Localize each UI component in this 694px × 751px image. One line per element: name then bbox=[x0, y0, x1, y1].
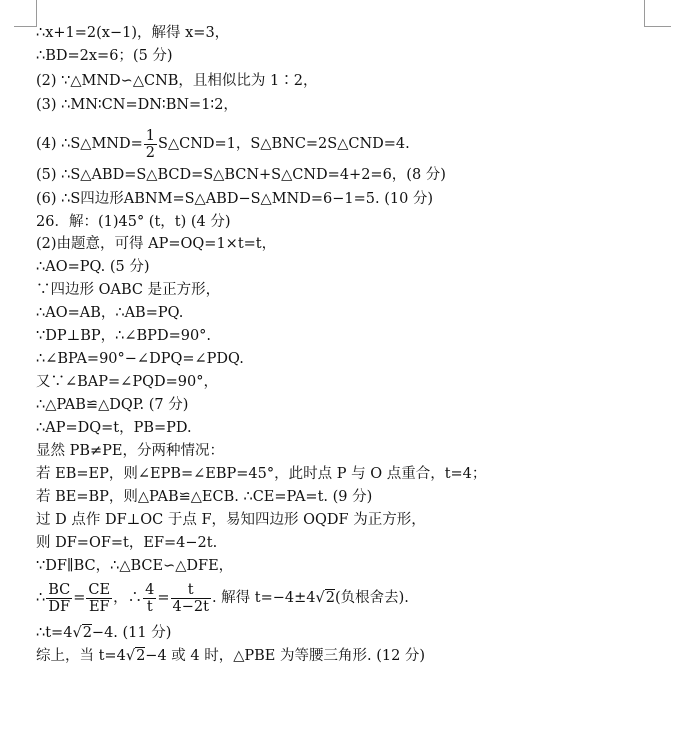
square-root bbox=[126, 645, 145, 667]
line-segment: =1，S△BNC=2S△CND=4. bbox=[214, 136, 410, 152]
radicand: 2 bbox=[136, 648, 146, 664]
solution-line: ∴BD=2x=6；(5 分) bbox=[36, 48, 173, 64]
solution-line: ∴x+1=2(x−1)，解得 x=3， bbox=[36, 25, 230, 41]
line-segment: ，∴ bbox=[113, 590, 143, 606]
radicand: 2 bbox=[325, 590, 335, 606]
solution-line bbox=[36, 645, 425, 667]
page-corner-mark-right bbox=[644, 0, 671, 27]
square-root bbox=[72, 622, 91, 644]
fraction-numerator: BC bbox=[48, 581, 71, 598]
line-segment: 综上，当 t=4 bbox=[36, 648, 126, 664]
solution-line: ∴AO=AB，∴AB=PQ. bbox=[36, 305, 184, 321]
solution-line: ∵DF∥BC，∴△BCE∽△DFE， bbox=[36, 558, 234, 574]
solution-line: 则 DF=OF=t，EF=4−2t. bbox=[36, 535, 218, 551]
fraction-denominator: 2 bbox=[145, 144, 156, 161]
fraction-numerator: 1 bbox=[145, 127, 156, 144]
fraction-numerator: CE bbox=[88, 581, 111, 598]
solution-line: 又∵∠BAP=∠PQD=90°， bbox=[36, 374, 218, 390]
radical-sign: √ bbox=[315, 590, 325, 606]
square-root bbox=[316, 578, 335, 618]
fraction-denominator: EF bbox=[88, 598, 110, 615]
solution-line: (6) ∴S四边形ABNM=S△ABD−S△MND=6−1=5. (10 分) bbox=[36, 191, 434, 207]
line-segment: S△CND bbox=[158, 136, 215, 152]
solution-line: ∵DP⊥BP，∴∠BPD=90°. bbox=[36, 328, 212, 344]
radicand: 2 bbox=[82, 625, 92, 641]
solution-line: ∴△PAB≌△DQP. (7 分) bbox=[36, 397, 189, 413]
solution-line: 若 EB=EP，则∠EPB=∠EBP=45°，此时点 P 与 O 点重合，t=4； bbox=[36, 466, 487, 482]
fraction-ce-over-ef bbox=[86, 582, 112, 615]
radical-sign: √ bbox=[125, 648, 136, 664]
fraction-numerator: t bbox=[171, 582, 211, 599]
line-segment: ∴ bbox=[36, 590, 46, 606]
fraction-denominator: t bbox=[146, 598, 153, 615]
line-segment: (负根舍去). bbox=[334, 590, 409, 606]
line-segment: ∴t=4 bbox=[36, 625, 73, 641]
solution-line: ∴AO=PQ. (5 分) bbox=[36, 259, 150, 275]
solution-line-area-ratio bbox=[36, 126, 410, 162]
solution-line bbox=[36, 622, 171, 644]
fraction-four-over-t bbox=[143, 582, 156, 615]
solution-line: (5) ∴S△ABD=S△BCD=S△BCN+S△CND=4+2=6，(8 分) bbox=[36, 167, 446, 183]
line-segment: −4 或 4 时，△PBE 为等腰三角形. (12 分) bbox=[145, 648, 426, 664]
line-segment: . 解得 t=−4±4 bbox=[211, 590, 316, 606]
line-segment: (4) ∴S△MND= bbox=[36, 136, 143, 152]
line-segment: −4. (11 分) bbox=[91, 625, 172, 641]
fraction-denominator: DF bbox=[48, 598, 71, 615]
fraction-one-half bbox=[144, 128, 157, 161]
fraction-t-over-4-minus-2t bbox=[171, 582, 211, 615]
radical-sign: √ bbox=[72, 625, 82, 641]
fraction-bc-over-df bbox=[46, 582, 72, 615]
fraction-numerator: 4 bbox=[145, 581, 155, 598]
solution-line: (3) ∴MN∶CN=DN∶BN=1∶2， bbox=[36, 97, 238, 113]
solution-line: ∴∠BPA=90°−∠DPQ=∠PDQ. bbox=[36, 351, 244, 367]
solution-line: (2) ∵△MND∽△CNB，且相似比为 1∶2， bbox=[36, 73, 318, 89]
solution-line: ∵四边形 OABC 是正方形， bbox=[36, 282, 221, 298]
solution-line: 过 D 点作 DF⊥OC 于点 F，易知四边形 OQDF 为正方形， bbox=[36, 512, 426, 528]
solution-line: 26．解：(1)45° (t，t) (4 分) bbox=[36, 214, 231, 230]
solution-line: ∴AP=DQ=t，PB=PD. bbox=[36, 420, 192, 436]
solution-line: 显然 PB≠PE，分两种情况： bbox=[36, 443, 225, 459]
page-corner-mark-left bbox=[14, 0, 37, 27]
solution-line-proportion: ∴ $\frac{BC}{DF}$ = $\frac{CE}{EF}$ ，∴ $\frac{4}{t}$ = $\frac{t}{4-2t}$ . 解得 t=−4±4√2(负根舍去). bbox=[36, 578, 409, 618]
fraction-denominator: 4−2t bbox=[172, 598, 209, 615]
solution-line: (2)由题意，可得 AP=OQ=1×t=t， bbox=[36, 236, 277, 252]
solution-line: 若 BE=BP，则△PAB≌△ECB. ∴CE=PA=t. (9 分) bbox=[36, 489, 373, 505]
